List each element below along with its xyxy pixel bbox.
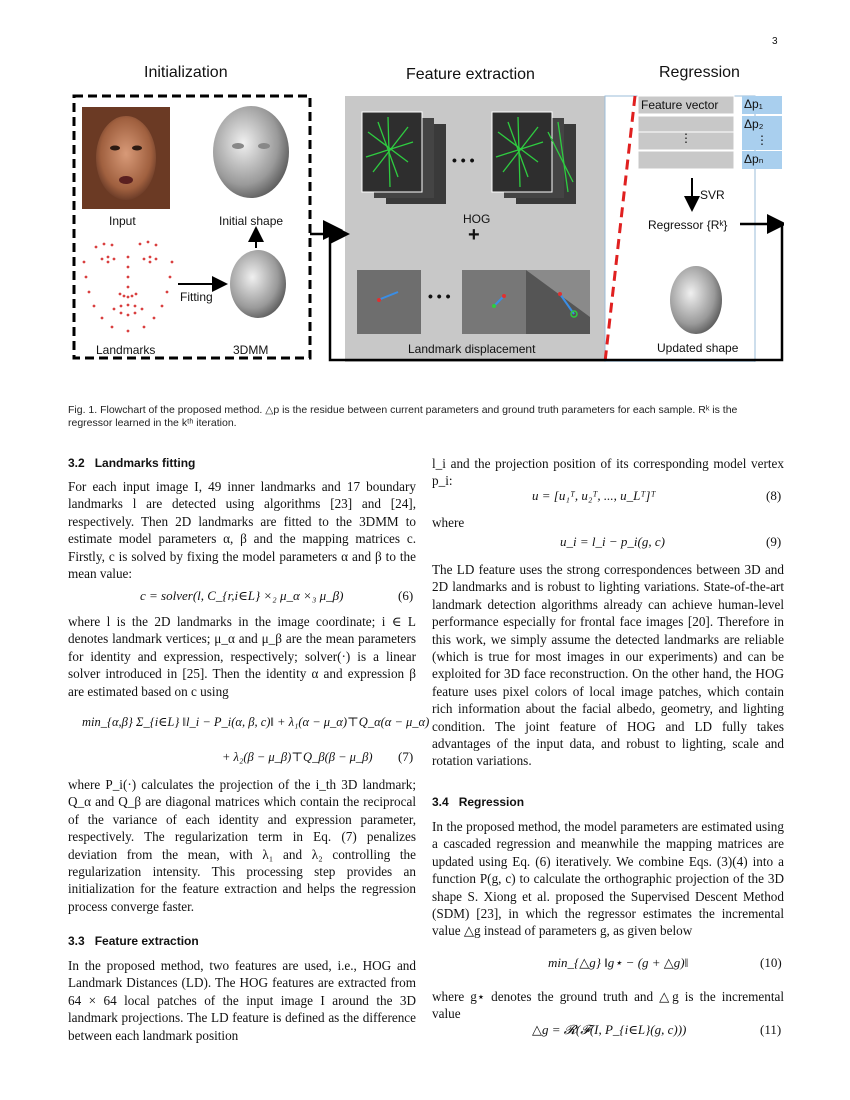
label-initial-shape: Initial shape bbox=[219, 214, 284, 228]
label-svr: SVR bbox=[700, 188, 725, 202]
section-number: 3.4 bbox=[432, 795, 449, 809]
stage-label-initialization: Initialization bbox=[144, 64, 228, 81]
section-3-2-heading bbox=[68, 455, 416, 472]
updated-shape-image bbox=[670, 266, 722, 334]
right-where: where bbox=[432, 515, 465, 530]
section-3-4-heading bbox=[432, 794, 784, 811]
stage-label-feature-extraction: Feature extraction bbox=[406, 66, 535, 83]
equation-10: min_{△g} ‖g⋆ − (g + △g)‖ bbox=[548, 955, 689, 970]
right-paragraph-2: The LD feature uses the strong correspondences between 3D and 2D landmarks and is robust to lighting variations. State-of-the-art landmark detection algorithms already can achieve human-level performance especially for frontal face images [20]. Therefore in this work, we simply assume the detected landmarks are reliable (which is true for most images in our experiments) and can be exploited for 3D face reconstruction. On the other hand, the HOG feature uses pixel colors of local image patches, which contain rich information about the facial albedo, geometry, and lighting condition. The joint feature of HOG and LD fully takes advantages of the input data, and robust to lighting, scale and rotation variations. bbox=[432, 562, 784, 769]
equation-9: u_i = l_i − p_i(g, c) bbox=[560, 534, 665, 549]
section-3-2-paragraph-1: For each input image I, 49 inner landmarks and 17 boundary landmarks l are detected using algorithms [23] and [24], respectively. Then 2D landmarks are fitted to the 3DMM to estimate model parameters α, β and the mapping matrices c. Firstly, c is solved by fixing the model parameters α and β to the mean value: bbox=[68, 479, 416, 582]
equation-7-number: (7) bbox=[398, 749, 414, 764]
section-number: 3.2 bbox=[68, 456, 85, 470]
section-3-2-paragraph-3: where P_i(·) calculates the projection of the i_th 3D landmark; Q_α and Q_β are diagonal matrices which contain the reciprocal of the variance of each identity and expression parameter, respectively. The regularization term in Eq. (7) penalizes deviation from the mean, with λ₁ and λ₂ controlling the regularization intensity. This processing step provides an initialization for the feature extraction and helps the regression process converge faster. bbox=[68, 777, 416, 914]
section-title: Landmarks fitting bbox=[94, 456, 196, 470]
section-3-3-heading bbox=[68, 933, 416, 950]
model-3dmm-image bbox=[230, 250, 286, 318]
label-updated-shape: Updated shape bbox=[657, 341, 739, 355]
delta-vdots: ⋮ bbox=[756, 133, 768, 147]
equation-6: c = solver(l, C_{r,i∈L} ×₂ μ_α ×₃ μ_β) bbox=[140, 588, 344, 603]
delta-pn: Δpₙ bbox=[744, 152, 764, 166]
label-feature-vector: Feature vector bbox=[641, 98, 719, 112]
section-title: Feature extraction bbox=[94, 934, 199, 948]
label-regressor: Regressor {Rᵏ} bbox=[648, 218, 728, 232]
section-number: 3.3 bbox=[68, 934, 85, 948]
page-number: 3 bbox=[772, 36, 778, 47]
hog-dots: • • • bbox=[452, 152, 475, 168]
feature-vdots: ⋮ bbox=[680, 131, 692, 145]
equation-11-number: (11) bbox=[760, 1022, 782, 1037]
landmark-displacement-patches bbox=[357, 270, 590, 334]
equation-10-number: (10) bbox=[760, 955, 782, 970]
right-paragraph-1: l_i and the projection position of its corresponding model vertex p_i: bbox=[432, 456, 784, 489]
landmarks-image bbox=[83, 241, 174, 333]
delta-p1: Δp₁ bbox=[744, 97, 763, 111]
label-3dmm: 3DMM bbox=[233, 343, 269, 357]
equation-9-number: (9) bbox=[766, 534, 782, 549]
section-3-2-paragraph-2: where l is the 2D landmarks in the image coordinate; i ∈ L denotes landmark vertices; μ_α and μ_β are the mean parameters for identity and expression, respectively; solver(·) is a linear solver introduced in [25]. Then the identity α and expression β are estimated based on c using bbox=[68, 614, 416, 699]
section-3-4-paragraph-1: In the proposed method, the model parameters are estimated using a cascaded regression and meanwhile the mapping matrices are updated using Eq. (6) iteratively. We combine Eqs. (3)(4) into a function P(g, c) to calculate the orthographic projection of the 3D shape S. Xiong et al. proposed the Supervised Descent Method (SDM) [23], in which the regressor estimates the incremental value △g instead of parameters g, as given below bbox=[432, 819, 784, 939]
section-title: Regression bbox=[458, 795, 525, 809]
delta-p2: Δp₂ bbox=[744, 117, 764, 131]
label-landmark-displacement: Landmark displacement bbox=[408, 342, 536, 356]
equation-11: △g = 𝓡(𝓕(I, P_{i∈L}(g, c))) bbox=[532, 1022, 687, 1037]
figure-caption: Fig. 1. Flowchart of the proposed method. △p is the residue between current parameters and ground truth parameters for each sample. Rᵏ is the regressor learned in the kᵗʰ iteration. bbox=[68, 404, 738, 429]
equation-8: u = [u₁ᵀ, u₂ᵀ, ..., u_Lᵀ]ᵀ bbox=[532, 488, 656, 503]
section-3-3-paragraph-1: In the proposed method, two features are used, i.e., HOG and Landmark Distances (LD). The HOG features are extracted from 64 × 64 local patches of the input image I around the 3D landmark projections. The LD feature is defined as the difference between each landmark position bbox=[68, 958, 416, 1043]
equation-7-line-1: min_{α,β} Σ_{i∈L} ‖l_i − P_i(α, β, c)‖ + λ₁(α − μ_α)⊤Q_α(α − μ_α) bbox=[82, 715, 430, 729]
equation-6-number: (6) bbox=[398, 588, 414, 603]
label-input: Input bbox=[109, 214, 136, 228]
plus-sign: + bbox=[468, 224, 480, 246]
equation-8-number: (8) bbox=[766, 488, 782, 503]
initial-shape-image bbox=[213, 106, 289, 198]
label-hog: HOG bbox=[463, 212, 491, 226]
flowchart-figure bbox=[68, 62, 784, 362]
section-3-4-paragraph-2: where g⋆ denotes the ground truth and △g is the incremental value bbox=[432, 989, 784, 1022]
label-landmarks: Landmarks bbox=[96, 343, 156, 357]
equation-7-line-2: + λ₂(β − μ_β)⊤Q_β(β − μ_β) bbox=[222, 750, 373, 764]
displacement-dots: • • • bbox=[428, 288, 451, 304]
stage-label-regression: Regression bbox=[659, 64, 740, 81]
label-fitting: Fitting bbox=[180, 290, 213, 304]
